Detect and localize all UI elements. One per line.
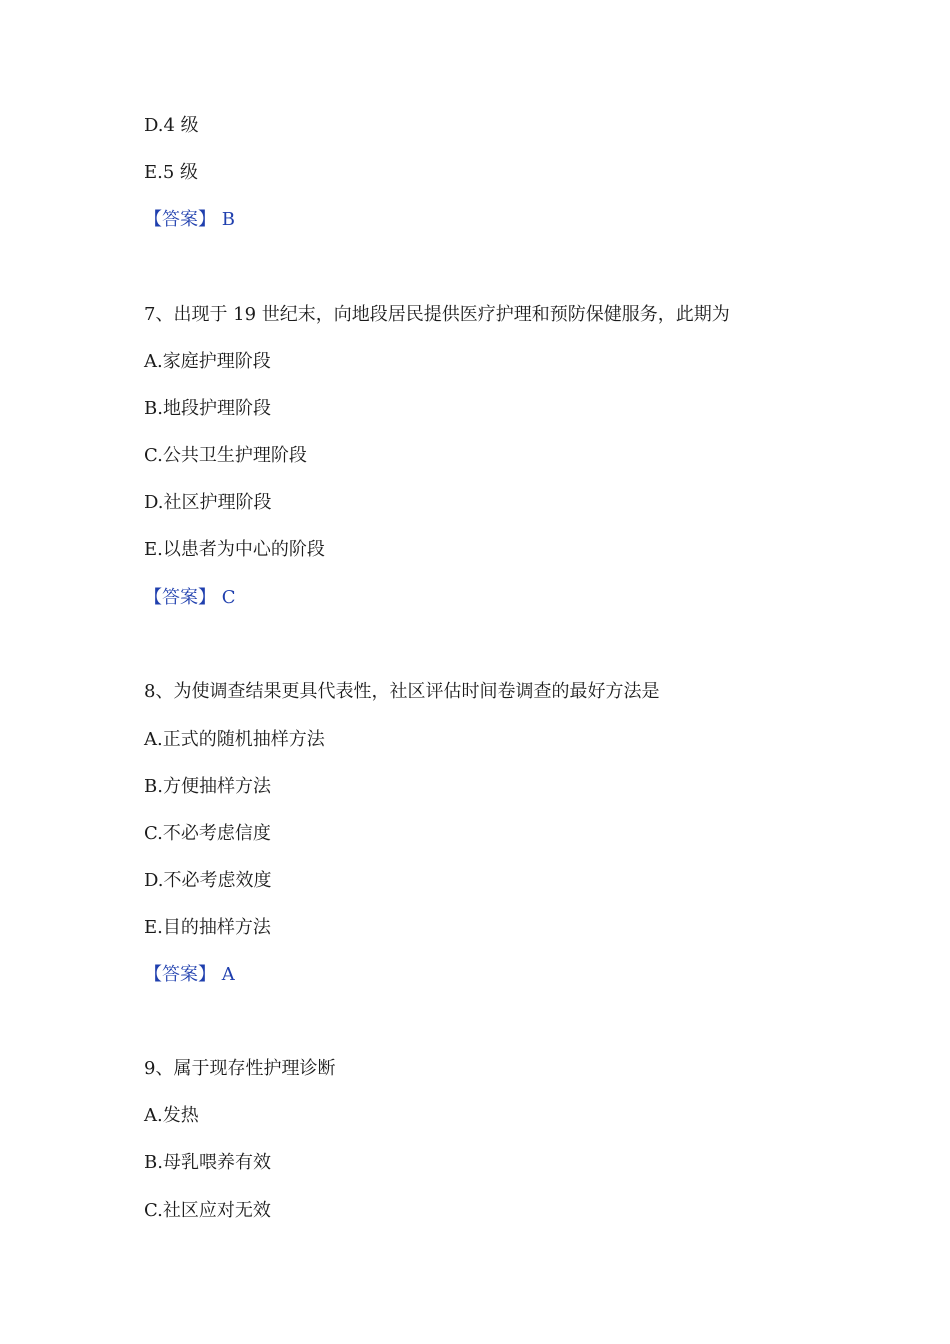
question-stem: 9、属于现存性护理诊断: [144, 1058, 336, 1079]
option-a: A.发热: [144, 1105, 199, 1126]
answer-line: [144, 586, 236, 610]
answer-label: 【答案】: [144, 209, 216, 230]
question-stem: 8、为使调查结果更具代表性，社区评估时间卷调查的最好方法是: [144, 681, 660, 702]
answer-value: A: [221, 964, 235, 985]
option-a: A.家庭护理阶段: [144, 351, 271, 372]
answer-label: 【答案】: [144, 964, 216, 985]
option-b: B.方便抽样方法: [144, 776, 271, 797]
option-b: B.母乳喂养有效: [144, 1152, 271, 1173]
answer-value: B: [221, 209, 235, 230]
answer-value: C: [221, 587, 236, 608]
option-c: C.不必考虑信度: [144, 823, 271, 844]
option-b: B.地段护理阶段: [144, 398, 271, 419]
question-stem: 7、出现于 19 世纪末，向地段居民提供医疗护理和预防保健服务，此期为: [144, 304, 730, 325]
option-d: D.社区护理阶段: [144, 492, 272, 513]
option-c: C.公共卫生护理阶段: [144, 445, 307, 466]
answer-line: [144, 963, 235, 987]
option-c: C.社区应对无效: [144, 1200, 271, 1221]
answer-line: [144, 208, 235, 232]
answer-label: 【答案】: [144, 587, 216, 608]
option-e: E.以患者为中心的阶段: [144, 539, 325, 560]
option-a: A.正式的随机抽样方法: [144, 729, 325, 750]
option-d: D.4 级: [144, 115, 199, 136]
option-e: E.目的抽样方法: [144, 917, 271, 938]
option-d: D.不必考虑效度: [144, 870, 272, 891]
option-e: E.5 级: [144, 162, 199, 183]
